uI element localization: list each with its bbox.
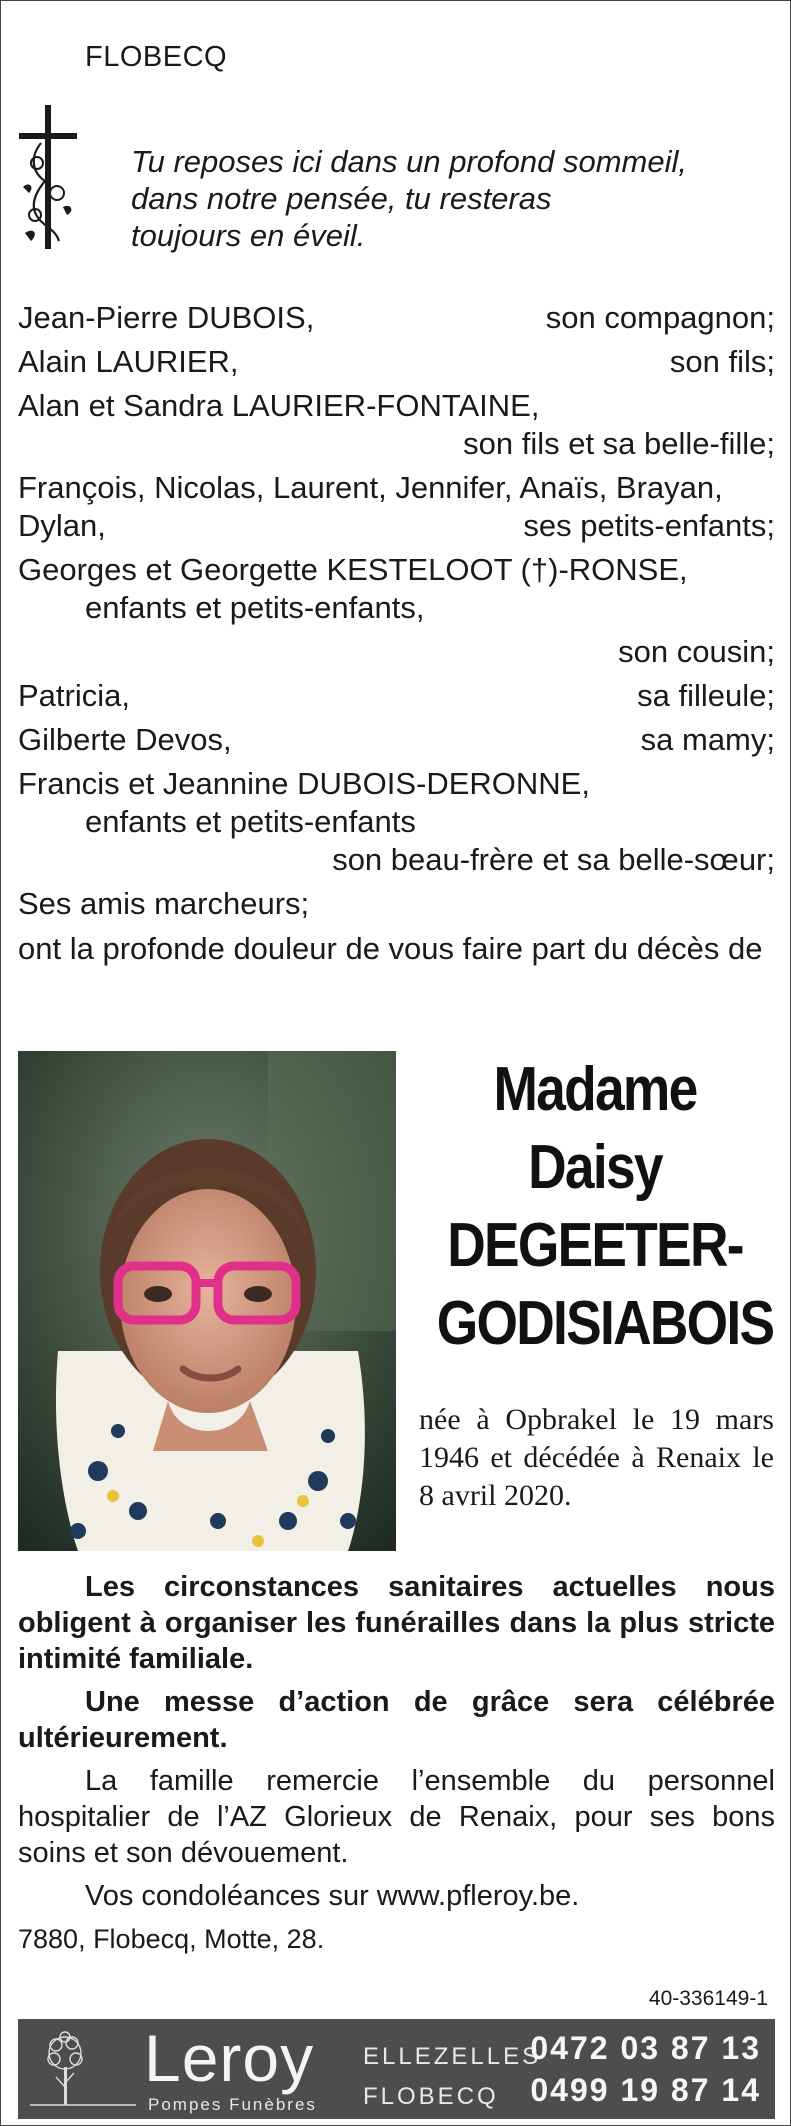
- surname-line: DEGEETER-: [447, 1211, 743, 1280]
- family-row: [18, 507, 775, 545]
- family-row: [18, 551, 775, 589]
- condolences-notice: Vos condoléances sur www.pfleroy.be.: [85, 1880, 580, 1912]
- address: 7880, Flobecq, Motte, 28.: [18, 1924, 325, 1954]
- family-relation: son fils;: [669, 344, 775, 379]
- family-row: [18, 885, 775, 923]
- title-line: Madame: [493, 1055, 697, 1124]
- first-name-line: Daisy: [528, 1133, 662, 1202]
- announcement-intro: ont la profonde douleur de vous faire part du décès de: [18, 931, 763, 966]
- locations: [363, 2037, 541, 2117]
- family-name: Alan et Sandra LAURIER-FONTAINE,: [18, 388, 540, 423]
- cross-with-rose-icon: [15, 103, 81, 251]
- notices: [18, 1569, 775, 1964]
- family-list: [18, 299, 775, 923]
- town-header: FLOBECQ: [85, 41, 228, 73]
- family-relation: son cousin;: [618, 634, 775, 669]
- family-name: Dylan,: [18, 508, 106, 543]
- funeral-home-banner: [18, 2019, 775, 2119]
- mass-notice: Une messe d’action de grâce sera célébrée ultérieurement.: [18, 1686, 775, 1754]
- family-name: Gilberte Devos,: [18, 722, 232, 757]
- poem-line: toujours en éveil.: [131, 218, 366, 253]
- family-row: [18, 765, 775, 803]
- reference-number: 40-336149-1: [648, 1987, 768, 2010]
- phone-number[interactable]: 0499 19 87 14: [530, 2072, 761, 2108]
- family-row: [18, 803, 775, 841]
- family-name: Alain LAURIER,: [18, 344, 239, 379]
- phone-numbers: [530, 2027, 761, 2111]
- family-row: [18, 633, 775, 671]
- family-row: [18, 841, 775, 879]
- family-relation: sa mamy;: [640, 722, 775, 757]
- family-row: [18, 343, 775, 381]
- portrait-photo: [18, 1051, 396, 1551]
- location-name: ELLEZELLES: [363, 2043, 542, 2070]
- family-row: [18, 677, 775, 715]
- thanks-notice: La famille remercie l’ensemble du personnel hospitalier de l’AZ Glorieux de Renaix, pour ses bons soins et son dévouement.: [18, 1765, 775, 1869]
- poem: [131, 143, 771, 254]
- birth-death-dates: née à Opbrakel le 19 mars 1946 et décédée à Renaix le 8 avril 2020.: [419, 1403, 774, 1512]
- surname-line: GODISIABOIS: [436, 1289, 774, 1358]
- family-sub: enfants et petits-enfants,: [85, 590, 425, 625]
- family-relation: son beau-frère et sa belle-sœur;: [332, 842, 775, 877]
- family-sub: enfants et petits-enfants: [85, 804, 416, 839]
- family-row: [18, 721, 775, 759]
- family-row: [18, 425, 775, 463]
- phone-number[interactable]: 0472 03 87 13: [530, 2030, 761, 2066]
- poem-line: dans notre pensée, tu resteras: [131, 181, 552, 216]
- family-name: Georges et Georgette KESTELOOT (†)-RONSE,: [18, 552, 688, 587]
- family-row: [18, 589, 775, 627]
- family-row: [18, 469, 775, 507]
- poem-line: Tu reposes ici dans un profond sommeil,: [131, 144, 687, 179]
- family-relation: son fils et sa belle-fille;: [463, 426, 775, 461]
- family-row: [18, 299, 775, 337]
- family-relation: sa filleule;: [637, 678, 775, 713]
- family-row: [18, 387, 775, 425]
- family-name: Patricia,: [18, 678, 130, 713]
- tree-logo-icon: [26, 2027, 141, 2111]
- location-name: FLOBECQ: [363, 2083, 499, 2110]
- family-name: Francis et Jeannine DUBOIS-DERONNE,: [18, 766, 590, 801]
- family-name: François, Nicolas, Laurent, Jennifer, Anaïs, Brayan,: [18, 470, 723, 505]
- deceased-name: [411, 1051, 779, 1363]
- brand-name: Leroy: [144, 2021, 315, 2095]
- sanitary-notice: Les circonstances sanitaires actuelles nous obligent à organiser les funérailles dans la plus stricte intimité familiale.: [18, 1571, 775, 1675]
- family-name: Ses amis marcheurs;: [18, 886, 310, 921]
- family-relation: son compagnon;: [545, 300, 775, 335]
- brand-subtitle: Pompes Funèbres: [148, 2095, 317, 2114]
- family-relation: ses petits-enfants;: [523, 508, 775, 543]
- family-name: Jean-Pierre DUBOIS,: [18, 300, 315, 335]
